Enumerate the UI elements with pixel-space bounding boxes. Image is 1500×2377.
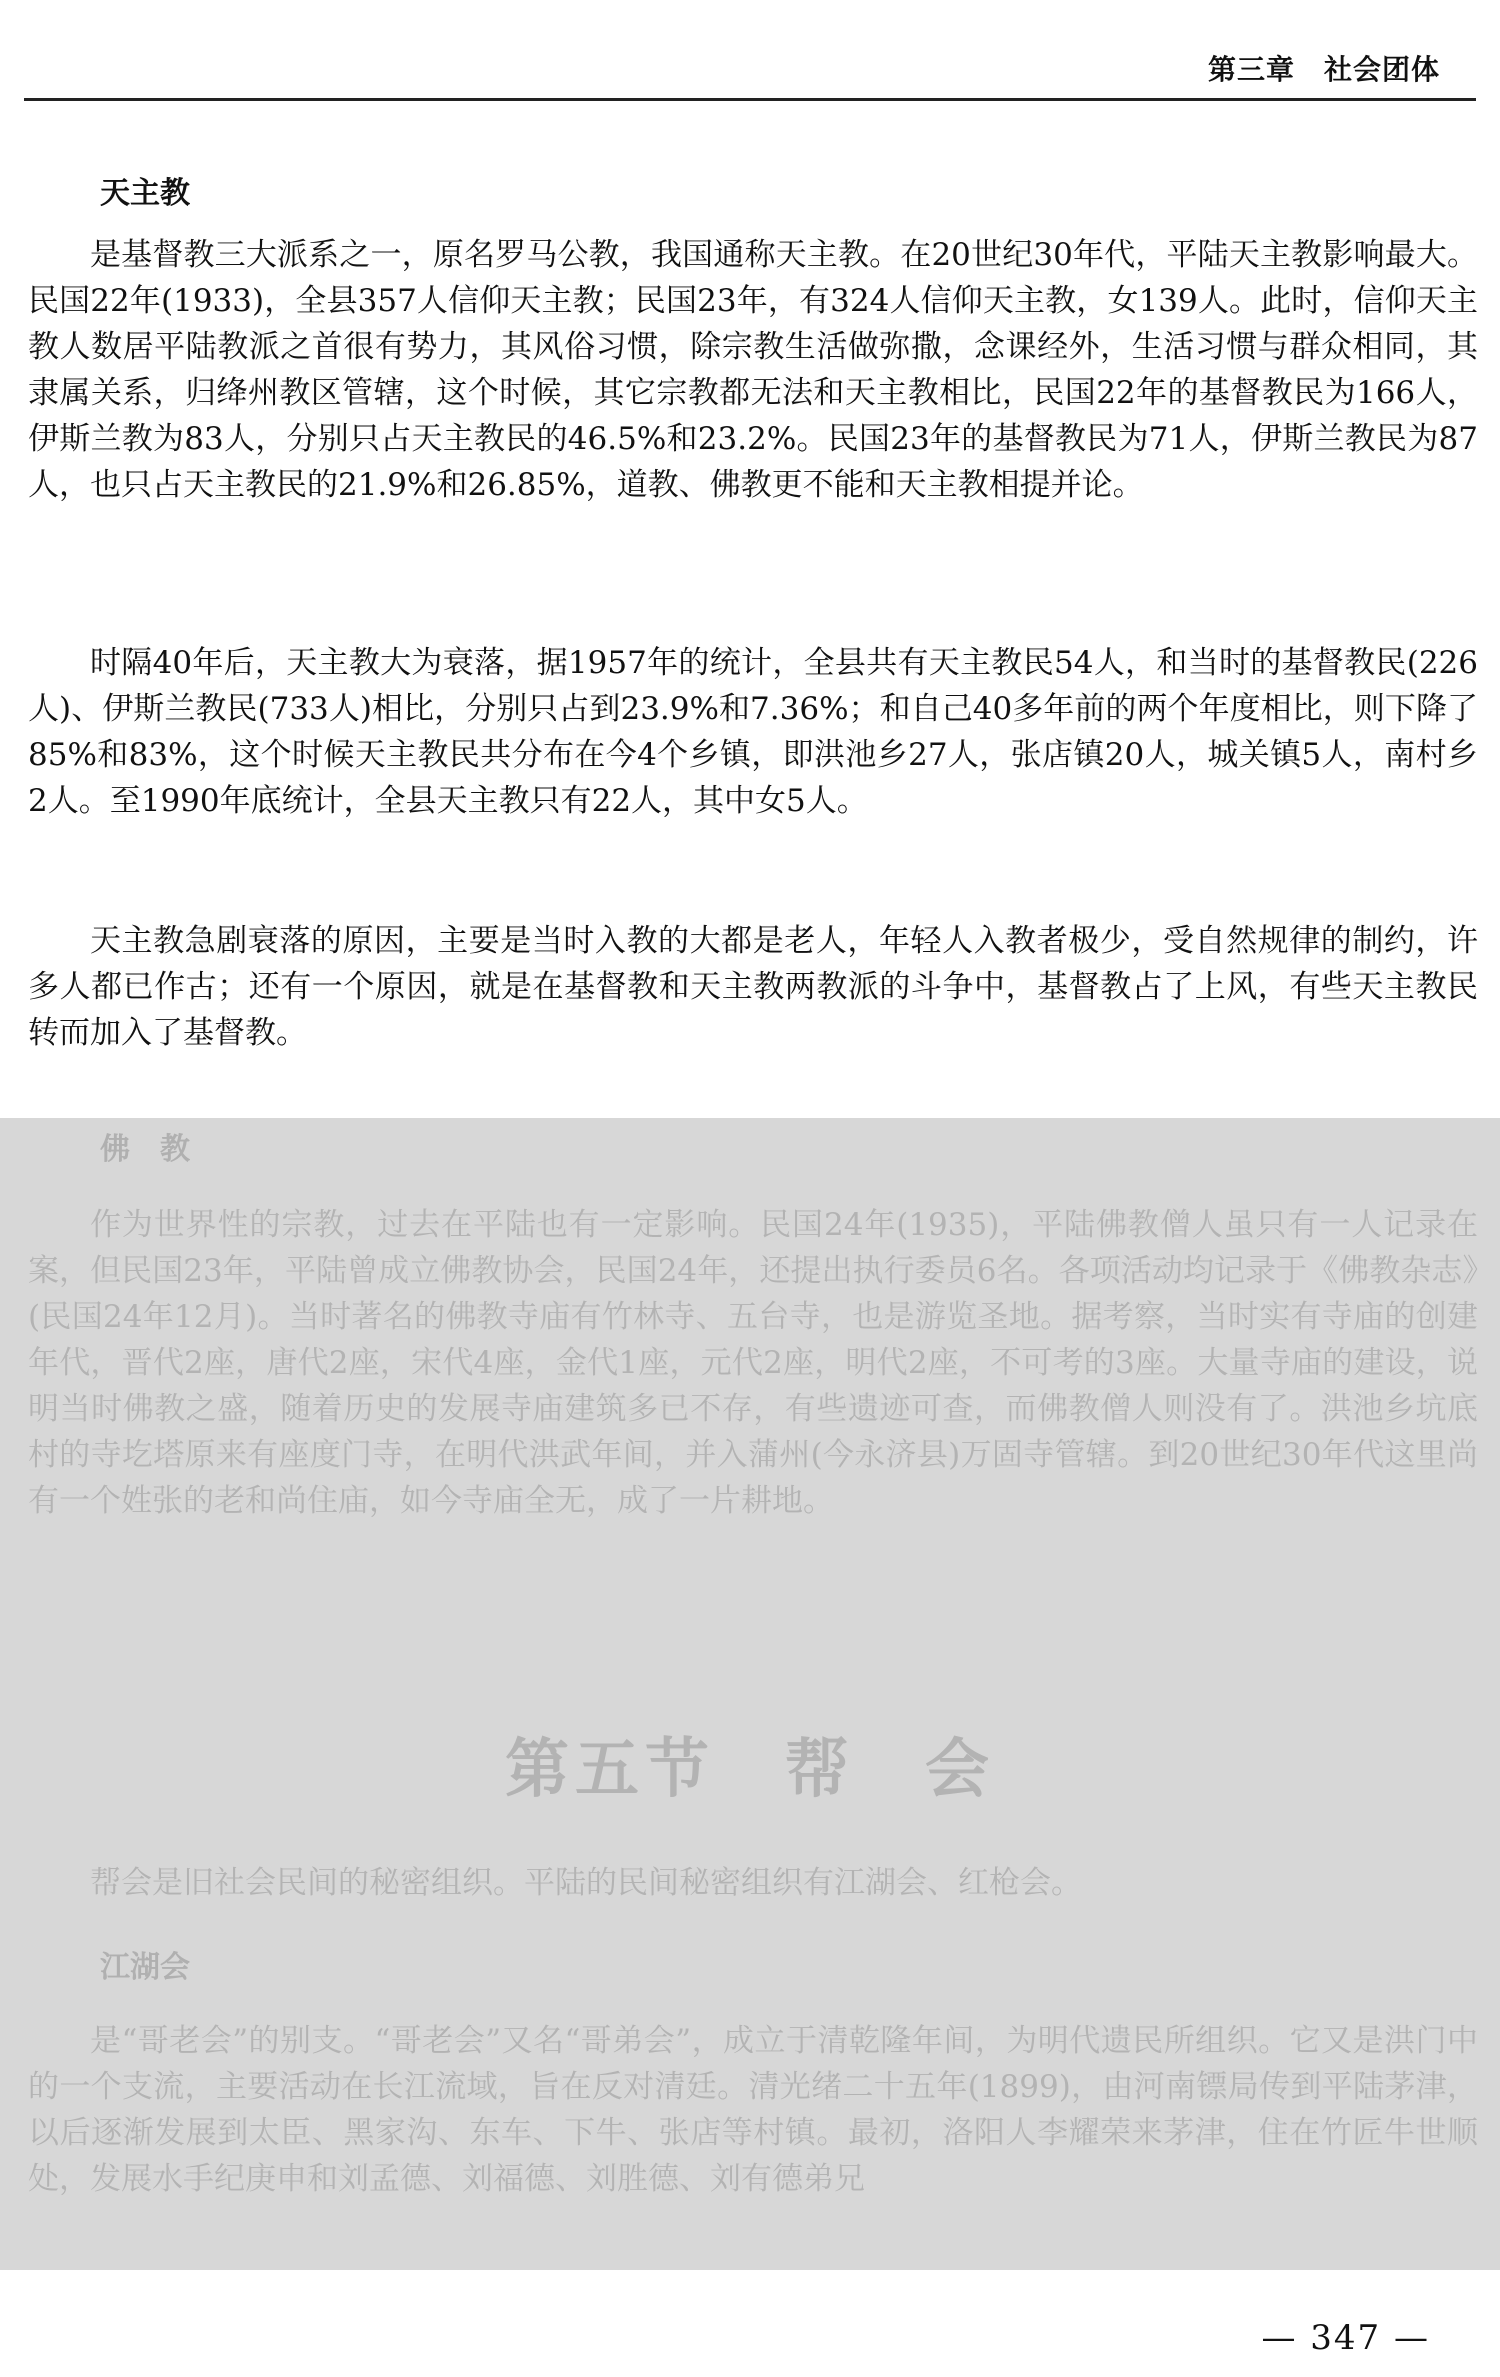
catholic-paragraph-3: 天主教急剧衰落的原因，主要是当时入教的大都是老人，年轻人入教者极少，受自然规律的制约，许多人都已作古；还有一个原因，就是在基督教和天主教两教派的斗争中，基督教占了上风，有些天主教民转而加入了基督教。 <box>28 923 1478 1051</box>
section-intro: 帮会是旧社会民间的秘密组织。平陆的民间秘密组织有江湖会、红枪会。 <box>90 1865 1082 1901</box>
catholic-paragraph-2: 时隔40年后，天主教大为衰落，据1957年的统计，全县共有天主教民54人，和当时的基督教民(226人)、伊斯兰教民(733人)相比，分别只占到23.9%和7.36%；和自己40多年前的两个年度相比，则下降了85%和83%，这个时候天主教民共分布在今4个乡镇，即洪池乡27人，张店镇20人，城关镇5人，南村乡2人。至1990年底统计，全县天主教只有22人，其中女5人。 <box>28 645 1478 819</box>
header-divider <box>24 98 1476 101</box>
section-title: 第五节 帮 会 <box>505 1732 995 1807</box>
buddhism-paragraph: 作为世界性的宗教，过去在平陆也有一定影响。民国24年(1935)，平陆佛教僧人虽只有一人记录在案，但民国23年，平陆曾成立佛教协会，民国24年，还提出执行委员6名。各项活动均记录于《佛教杂志》(民国24年12月)。当时著名的佛教寺庙有竹林寺、五台寺，也是游览圣地。据考察，当时实有寺庙的创建年代，晋代2座，唐代2座，宋代4座，金代1座，元代2座，明代2座，不可考的3座。大量寺庙的建设，说明当时佛教之盛，随着历史的发展寺庙建筑多已不存，有些遗迹可查，而佛教僧人则没有了。洪池乡坑底村的寺圪塔原来有座度门寺，在明代洪武年间，并入蒲州(今永济县)万固寺管辖。到20世纪30年代这里尚有一个姓张的老和尚住庙，如今寺庙全无，成了一片耕地。 <box>28 1207 1478 1519</box>
faded-lower-region <box>0 1118 1500 2270</box>
catholic-heading: 天主教 <box>100 176 190 211</box>
buddhism-heading: 佛 教 <box>100 1132 190 1167</box>
running-header: 第三章 社会团体 <box>1207 53 1440 86</box>
catholic-paragraph-1: 是基督教三大派系之一，原名罗马公教，我国通称天主教。在20世纪30年代，平陆天主教影响最大。民国22年(1933)，全县357人信仰天主教；民国23年，有324人信仰天主教，女139人。此时，信仰天主教人数居平陆教派之首很有势力，其风俗习惯，除宗教生活做弥撒，念课经外，生活习惯与群众相同，其隶属关系，归绛州教区管辖，这个时候，其它宗教都无法和天主教相比，民国22年的基督教民为166人，伊斯兰教为83人，分别只占天主教民的46.5%和23.2%。民国23年的基督教民为71人，伊斯兰教民为87人，也只占天主教民的21.9%和26.85%，道教、佛教更不能和天主教相提并论。 <box>28 237 1478 503</box>
page-number: — 347 — <box>1261 2318 1430 2358</box>
jianghu-paragraph: 是“哥老会”的别支。“哥老会”又名“哥弟会”，成立于清乾隆年间，为明代遗民所组织。它又是洪门中的一个支流，主要活动在长江流域，旨在反对清廷。清光绪二十五年(1899)，由河南镖局传到平陆茅津，以后逐渐发展到太臣、黑家沟、东车、下牛、张店等村镇。最初，洛阳人李耀荣来茅津，住在竹匠牛世顺处，发展水手纪庚申和刘孟德、刘福德、刘胜德、刘有德弟兄 <box>28 2023 1478 2197</box>
jianghu-heading: 江湖会 <box>100 1950 190 1985</box>
